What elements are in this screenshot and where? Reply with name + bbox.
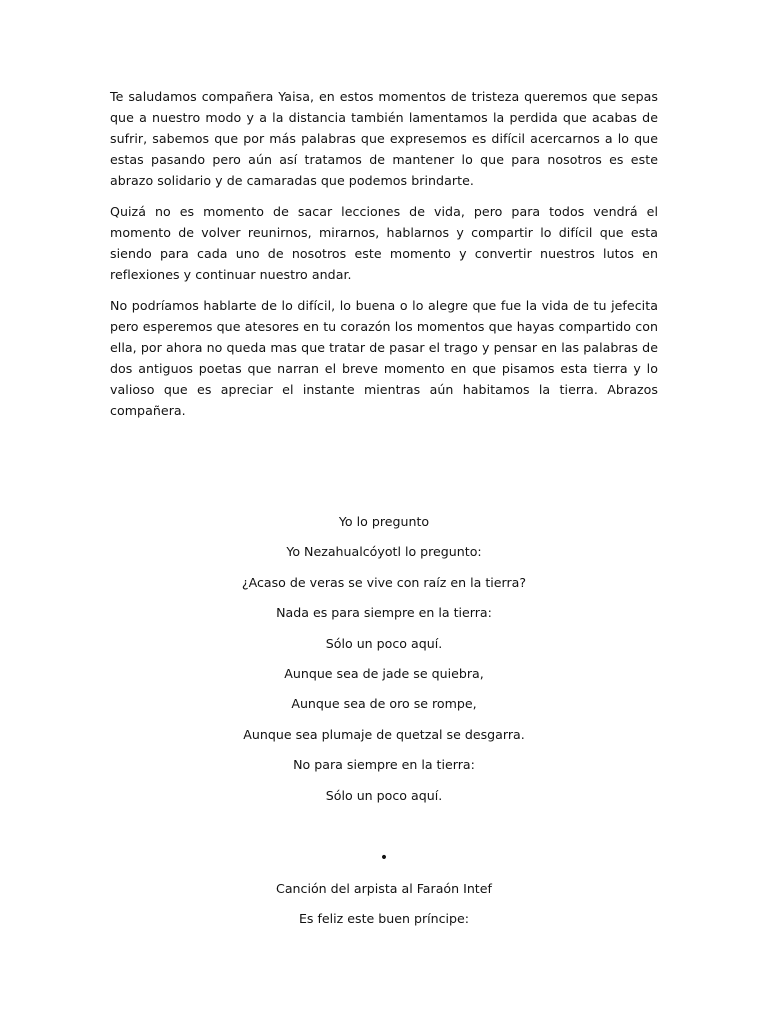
nezahualcoyotl-poem [110,512,658,816]
poem-line: No para siempre en la tierra: [293,757,475,773]
harpist-song-line: Es feliz este buen príncipe: [298,911,470,927]
harpist-song-title: Canción del arpista al Faraón Intef [276,881,492,896]
harpist-song [110,879,658,940]
letter-paragraph-3: No podríamos hablarte de lo difícil, lo buena o lo alegre que fue la vida de tu jefecita pero esperemos que atesores en tu corazón los momentos que hayas compartido con ella, por ahora no queda mas que tratar de pasar el trago y pensar en las palabras de dos antiguos poetas que narran el breve momento en que pisamos esta tierra y lo valioso que es apreciar el instante mientras aún habitamos la tierra. Abrazos compañera. [110,298,658,418]
letter-body [110,86,658,431]
bullet-separator: • [379,850,389,866]
letter-paragraph-2: Quizá no es momento de sacar lecciones de vida, pero para todos vendrá el momento de volver reunirnos, mirarnos, hablarnos y compartir lo difícil que esta siendo para cada uno de nosotros este momento y convertir nuestros lutos en reflexiones y continuar nuestro andar. [110,204,658,282]
poem-line: Aunque sea de oro se rompe, [291,696,477,712]
poem-title: Yo lo pregunto [338,514,430,529]
poem-line: Nada es para siempre en la tierra: [276,605,492,621]
poem-line: Aunque sea de jade se quiebra, [284,665,484,681]
letter-paragraph-1: Te saludamos compañera Yaisa, en estos momentos de tristeza queremos que sepas que a nuestro modo y a la distancia también lamentamos la perdida que acabas de sufrir, sabemos que por más palabras que expresemos es difícil acercarnos a lo que estas pasando pero aún así tratamos de mantener lo que para nosotros es este abrazo solidario y de camaradas que podemos brindarte. [110,89,658,188]
poem-line: Aunque sea plumaje de quetzal se desgarra. [243,726,525,742]
poem-line: ¿Acaso de veras se vive con raíz en la tierra? [241,574,527,590]
poem-line: Sólo un poco aquí. [325,635,443,651]
poem-line: Yo Nezahualcóyotl lo pregunto: [286,544,482,560]
poem-line: Sólo un poco aquí. [325,787,443,803]
